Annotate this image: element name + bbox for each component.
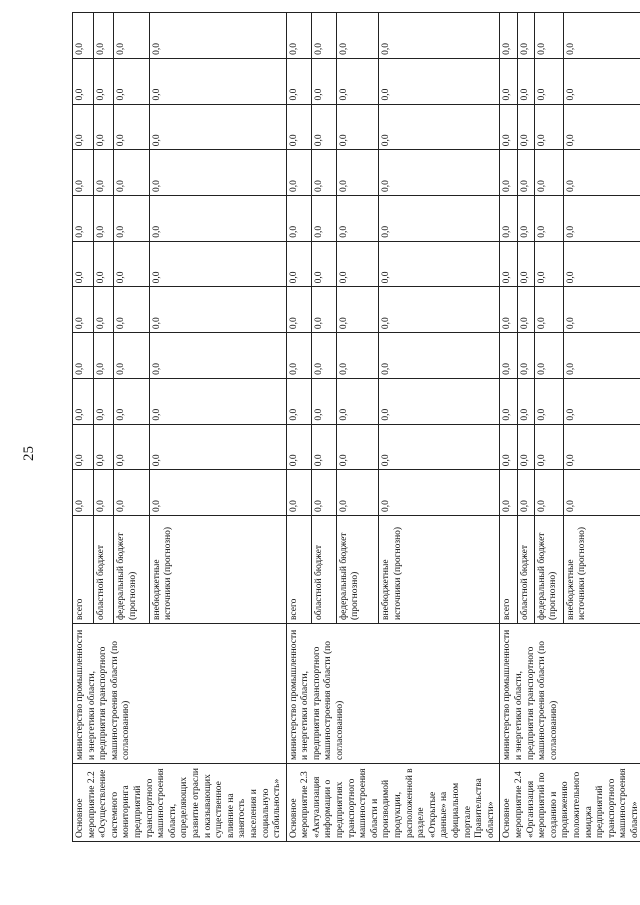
value-cell: 0,0 — [379, 378, 500, 424]
table-row — [286, 13, 311, 842]
value-cell: 0,0 — [534, 470, 563, 516]
executor-cell: министерство промышленности и энергетики области, предприятия транспортного машиностроения области (по согласованию) — [73, 624, 287, 764]
value-cell: 0,0 — [534, 104, 563, 150]
value-cell: 0,0 — [93, 150, 114, 196]
value-cell: 0,0 — [500, 424, 517, 470]
value-cell: 0,0 — [149, 287, 286, 333]
value-cell: 0,0 — [336, 287, 379, 333]
value-cell: 0,0 — [114, 195, 149, 241]
value-cell: 0,0 — [286, 13, 311, 59]
value-cell: 0,0 — [379, 104, 500, 150]
funding-source-cell: внебюджетные источники (прогнозно) — [379, 516, 500, 624]
value-cell: 0,0 — [114, 287, 149, 333]
value-cell: 0,0 — [336, 333, 379, 379]
value-cell: 0,0 — [517, 287, 534, 333]
value-cell: 0,0 — [500, 195, 517, 241]
value-cell: 0,0 — [500, 470, 517, 516]
event-name-cell: Основное мероприятие 2.3 «Актуализация информации о предприятиях транспортного машиностроения области и производимой продукции, расположенной в разделе «Открытые данные» на официальном портале Правительства области» — [286, 764, 500, 842]
value-cell: 0,0 — [149, 13, 286, 59]
value-cell: 0,0 — [534, 150, 563, 196]
value-cell: 0,0 — [149, 241, 286, 287]
value-cell: 0,0 — [311, 241, 336, 287]
value-cell: 0,0 — [517, 195, 534, 241]
value-cell: 0,0 — [311, 13, 336, 59]
value-cell: 0,0 — [73, 378, 94, 424]
value-cell: 0,0 — [517, 58, 534, 104]
value-cell: 0,0 — [379, 150, 500, 196]
funding-source-cell: всего — [500, 516, 517, 624]
value-cell: 0,0 — [534, 333, 563, 379]
value-cell: 0,0 — [563, 241, 640, 287]
value-cell: 0,0 — [379, 58, 500, 104]
value-cell: 0,0 — [534, 378, 563, 424]
value-cell: 0,0 — [517, 378, 534, 424]
value-cell: 0,0 — [563, 195, 640, 241]
value-cell: 0,0 — [500, 13, 517, 59]
value-cell: 0,0 — [73, 424, 94, 470]
value-cell: 0,0 — [114, 150, 149, 196]
funding-table-body — [73, 13, 640, 842]
value-cell: 0,0 — [311, 333, 336, 379]
value-cell: 0,0 — [114, 241, 149, 287]
value-cell: 0,0 — [149, 470, 286, 516]
value-cell: 0,0 — [311, 150, 336, 196]
value-cell: 0,0 — [311, 378, 336, 424]
value-cell: 0,0 — [336, 104, 379, 150]
funding-source-cell: всего — [286, 516, 311, 624]
value-cell: 0,0 — [114, 424, 149, 470]
rotated-table-frame — [72, 12, 640, 842]
funding-source-cell: федеральный бюджет (прогнозно) — [336, 516, 379, 624]
value-cell: 0,0 — [379, 195, 500, 241]
value-cell: 0,0 — [286, 150, 311, 196]
value-cell: 0,0 — [517, 104, 534, 150]
value-cell: 0,0 — [336, 195, 379, 241]
value-cell: 0,0 — [286, 470, 311, 516]
value-cell: 0,0 — [311, 424, 336, 470]
value-cell: 0,0 — [311, 195, 336, 241]
value-cell: 0,0 — [73, 287, 94, 333]
value-cell: 0,0 — [286, 333, 311, 379]
funding-source-cell: всего — [73, 516, 94, 624]
executor-cell: министерство промышленности и энергетики области, предприятия транспортного машиностроения области (по согласованию) — [500, 624, 640, 764]
value-cell: 0,0 — [517, 150, 534, 196]
value-cell: 0,0 — [534, 13, 563, 59]
value-cell: 0,0 — [379, 287, 500, 333]
value-cell: 0,0 — [93, 241, 114, 287]
value-cell: 0,0 — [500, 104, 517, 150]
value-cell: 0,0 — [286, 424, 311, 470]
value-cell: 0,0 — [93, 470, 114, 516]
funding-source-cell: областной бюджет — [517, 516, 534, 624]
value-cell: 0,0 — [149, 424, 286, 470]
value-cell: 0,0 — [517, 424, 534, 470]
value-cell: 0,0 — [73, 241, 94, 287]
value-cell: 0,0 — [336, 470, 379, 516]
value-cell: 0,0 — [114, 378, 149, 424]
value-cell: 0,0 — [379, 241, 500, 287]
value-cell: 0,0 — [563, 58, 640, 104]
value-cell: 0,0 — [500, 58, 517, 104]
value-cell: 0,0 — [73, 333, 94, 379]
value-cell: 0,0 — [286, 287, 311, 333]
value-cell: 0,0 — [93, 287, 114, 333]
value-cell: 0,0 — [379, 333, 500, 379]
value-cell: 0,0 — [73, 195, 94, 241]
value-cell: 0,0 — [336, 424, 379, 470]
value-cell: 0,0 — [149, 378, 286, 424]
executor-cell: министерство промышленности и энергетики области, предприятия транспортного машиностроения области (по согласованию) — [286, 624, 500, 764]
value-cell: 0,0 — [517, 13, 534, 59]
value-cell: 0,0 — [517, 333, 534, 379]
value-cell: 0,0 — [149, 333, 286, 379]
table-row — [73, 13, 94, 842]
value-cell: 0,0 — [286, 104, 311, 150]
value-cell: 0,0 — [93, 333, 114, 379]
value-cell: 0,0 — [563, 13, 640, 59]
funding-source-cell: федеральный бюджет (прогнозно) — [534, 516, 563, 624]
funding-table — [72, 12, 640, 842]
value-cell: 0,0 — [73, 13, 94, 59]
value-cell: 0,0 — [93, 378, 114, 424]
value-cell: 0,0 — [534, 287, 563, 333]
value-cell: 0,0 — [563, 378, 640, 424]
value-cell: 0,0 — [379, 13, 500, 59]
event-name-cell: Основное мероприятие 2.4 «Организация мероприятий по созданию и продвижению положительного имиджа предприятий транспортного машиностроения области» — [500, 764, 640, 842]
value-cell: 0,0 — [534, 424, 563, 470]
value-cell: 0,0 — [114, 58, 149, 104]
funding-source-cell: внебюджетные источники (прогнозно) — [563, 516, 640, 624]
value-cell: 0,0 — [500, 333, 517, 379]
value-cell: 0,0 — [114, 104, 149, 150]
table-row — [500, 13, 517, 842]
value-cell: 0,0 — [93, 58, 114, 104]
value-cell: 0,0 — [73, 58, 94, 104]
page-number: 25 — [20, 445, 37, 461]
value-cell: 0,0 — [149, 58, 286, 104]
value-cell: 0,0 — [149, 104, 286, 150]
value-cell: 0,0 — [311, 104, 336, 150]
value-cell: 0,0 — [517, 241, 534, 287]
value-cell: 0,0 — [534, 195, 563, 241]
value-cell: 0,0 — [93, 104, 114, 150]
event-name-cell: Основное мероприятие 2.2 «Осуществление системного мониторинга предприятий транспортного машиностроения области, определяющих развитие отрасли и оказывающих существенное влияние на занятость населения и социальную стабильность» — [73, 764, 287, 842]
value-cell: 0,0 — [311, 58, 336, 104]
value-cell: 0,0 — [517, 470, 534, 516]
value-cell: 0,0 — [563, 150, 640, 196]
value-cell: 0,0 — [563, 424, 640, 470]
value-cell: 0,0 — [73, 150, 94, 196]
value-cell: 0,0 — [286, 195, 311, 241]
value-cell: 0,0 — [563, 104, 640, 150]
value-cell: 0,0 — [311, 287, 336, 333]
value-cell: 0,0 — [286, 241, 311, 287]
value-cell: 0,0 — [336, 13, 379, 59]
funding-source-cell: федеральный бюджет (прогнозно) — [114, 516, 149, 624]
value-cell: 0,0 — [93, 424, 114, 470]
value-cell: 0,0 — [311, 470, 336, 516]
value-cell: 0,0 — [336, 378, 379, 424]
value-cell: 0,0 — [73, 104, 94, 150]
value-cell: 0,0 — [149, 195, 286, 241]
value-cell: 0,0 — [286, 58, 311, 104]
funding-source-cell: областной бюджет — [93, 516, 114, 624]
value-cell: 0,0 — [379, 424, 500, 470]
value-cell: 0,0 — [534, 241, 563, 287]
value-cell: 0,0 — [336, 241, 379, 287]
value-cell: 0,0 — [379, 470, 500, 516]
value-cell: 0,0 — [563, 287, 640, 333]
value-cell: 0,0 — [73, 470, 94, 516]
value-cell: 0,0 — [149, 150, 286, 196]
value-cell: 0,0 — [500, 287, 517, 333]
value-cell: 0,0 — [114, 13, 149, 59]
value-cell: 0,0 — [114, 470, 149, 516]
funding-source-cell: внебюджетные источники (прогнозно) — [149, 516, 286, 624]
value-cell: 0,0 — [93, 195, 114, 241]
value-cell: 0,0 — [500, 150, 517, 196]
value-cell: 0,0 — [563, 333, 640, 379]
value-cell: 0,0 — [336, 58, 379, 104]
value-cell: 0,0 — [500, 241, 517, 287]
value-cell: 0,0 — [93, 13, 114, 59]
value-cell: 0,0 — [114, 333, 149, 379]
value-cell: 0,0 — [286, 378, 311, 424]
value-cell: 0,0 — [500, 378, 517, 424]
value-cell: 0,0 — [534, 58, 563, 104]
funding-source-cell: областной бюджет — [311, 516, 336, 624]
value-cell: 0,0 — [563, 470, 640, 516]
value-cell: 0,0 — [336, 150, 379, 196]
